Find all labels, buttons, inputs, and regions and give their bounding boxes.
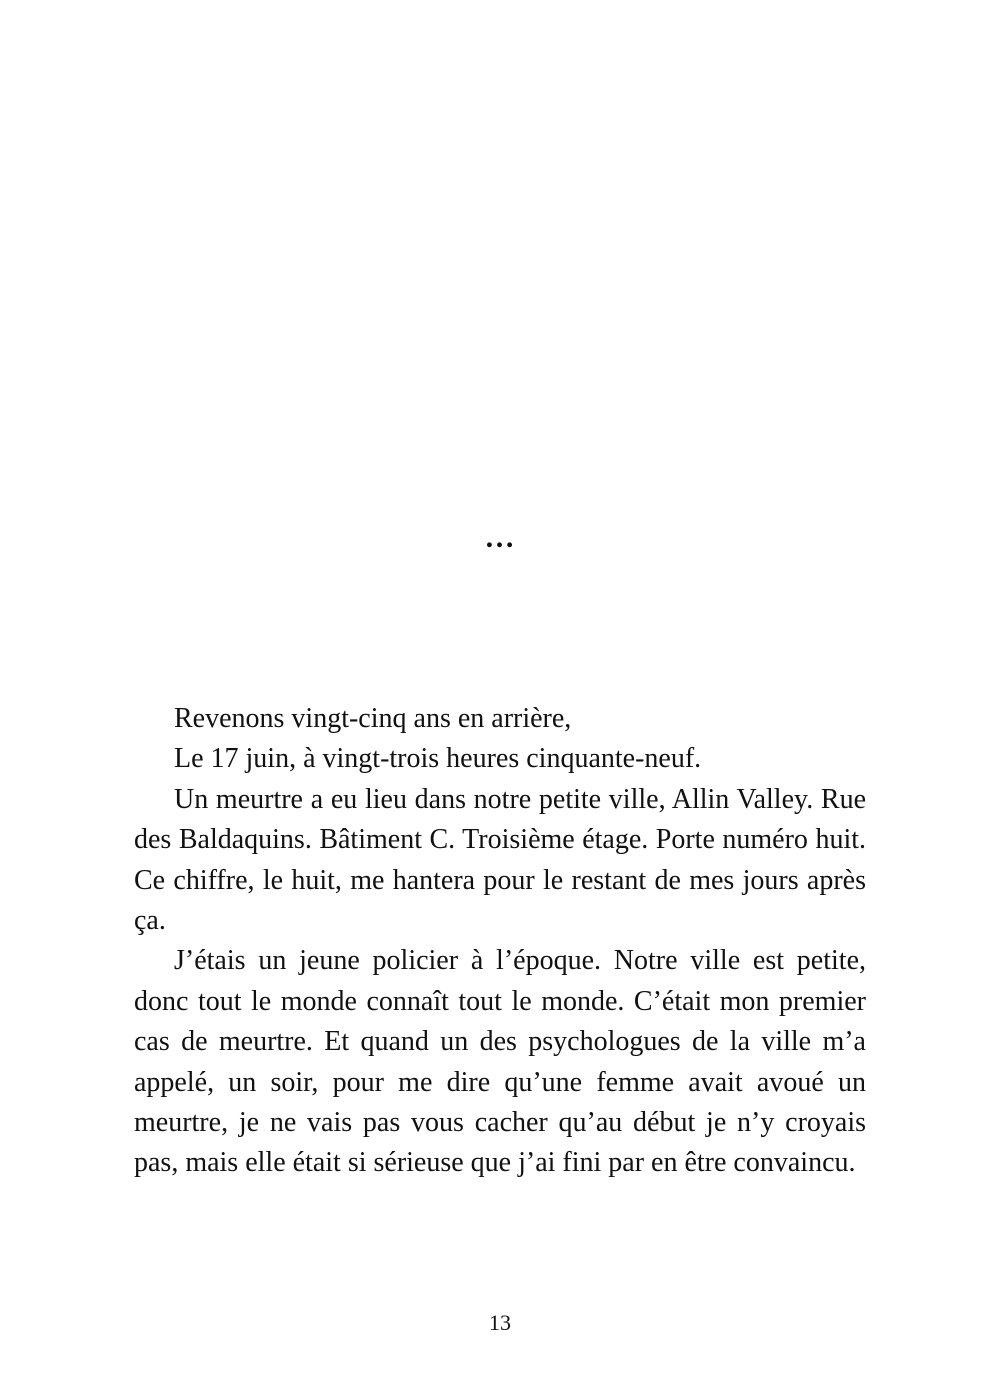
page-number: 13 — [489, 1310, 511, 1335]
paragraph: J’étais un jeune policier à l’époque. Notre ville est petite, donc tout le monde connaît tout le monde. C’était mon premier cas de meurtre. Et quand un des psychologues de la ville m’a appelé, un soir, pour me dire qu’une femme avait avoué un meurtre, je ne vais pas vous cacher qu’au début je n’y croyais pas, mais elle était si sérieuse que j’ai fini par en être convaincu. — [134, 945, 866, 1179]
section-separator: … — [484, 521, 516, 554]
paragraph: Un meurtre a eu lieu dans notre petite ville, Allin Valley. Rue des Baldaquins. Bâtiment C. Troisième étage. Porte numéro huit. Ce chiffre, le huit, me hantera pour le restant de mes jours après ça. — [134, 783, 866, 937]
body-text — [134, 699, 866, 1184]
paragraph: Le 17 juin, à vingt-trois heures cinquante-neuf. — [174, 743, 702, 775]
paragraph: Revenons vingt-cinq ans en arrière, — [174, 703, 572, 734]
